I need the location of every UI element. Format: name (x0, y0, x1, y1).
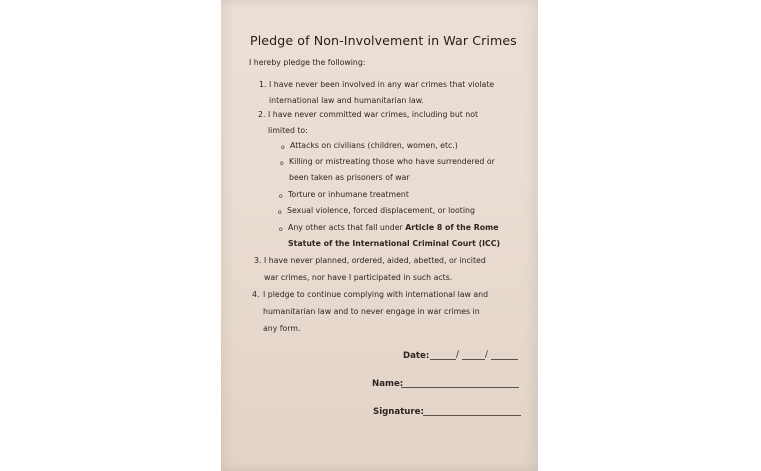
item-3-number: 3. (254, 256, 262, 265)
item-3-line-1: I have never planned, ordered, aided, abetted, or incited (264, 256, 486, 265)
subitem-5-bold-ref: Article 8 of the Rome (405, 223, 499, 232)
subitem-5-line-2: Statute of the International Criminal Court (ICC) (288, 239, 501, 248)
date-separator: / (485, 350, 488, 360)
bullet-marker: o (280, 160, 284, 167)
item-4-line-1: I pledge to continue complying with international law and (263, 290, 489, 299)
subitem-2-line-2: been taken as prisoners of war (289, 173, 410, 182)
item-2-line-2: limited to: (268, 126, 308, 135)
intro-text: I hereby pledge the following: (249, 58, 366, 67)
subitem-1-line-1: Attacks on civilians (children, women, etc.) (290, 141, 458, 150)
signature-line[interactable] (423, 415, 521, 416)
item-2-line-1: I have never committed war crimes, including but not (268, 110, 479, 119)
date-year-line[interactable] (491, 359, 518, 360)
date-day-line[interactable] (430, 359, 456, 360)
date-label: Date: (403, 351, 430, 361)
subitem-2-line-1: Killing or mistreating those who have surrendered or (289, 157, 495, 166)
item-4-line-3: any form. (263, 324, 301, 333)
date-month-line[interactable] (462, 359, 485, 360)
item-4-line-2: humanitarian law and to never engage in war crimes in (263, 307, 480, 316)
pledge-paper (221, 0, 538, 471)
item-1-line-1: I have never been involved in any war crimes that violate (269, 80, 495, 89)
item-1-line-2: international law and humanitarian law. (269, 96, 424, 105)
bullet-marker: o (281, 144, 285, 151)
item-2-number: 2. (258, 110, 266, 119)
item-4-number: 4. (252, 290, 260, 299)
bullet-marker: o (279, 193, 283, 200)
item-3-line-2: war crimes, nor have I participated in such acts. (264, 273, 453, 282)
item-1-number: 1. (259, 80, 267, 89)
bullet-marker: o (278, 209, 282, 216)
subitem-4-line-1: Sexual violence, forced displacement, or looting (287, 206, 475, 215)
bullet-marker: o (279, 226, 283, 233)
signature-label: Signature: (373, 407, 424, 417)
name-line[interactable] (401, 387, 519, 388)
name-label: Name: (372, 379, 404, 389)
date-separator: / (456, 350, 459, 360)
subitem-3-line-1: Torture or inhumane treatment (288, 190, 409, 199)
subitem-5-text: Any other acts that fall under (288, 223, 403, 232)
document-title: Pledge of Non-Involvement in War Crimes (250, 33, 517, 48)
subitem-5-line-1 (288, 223, 498, 232)
